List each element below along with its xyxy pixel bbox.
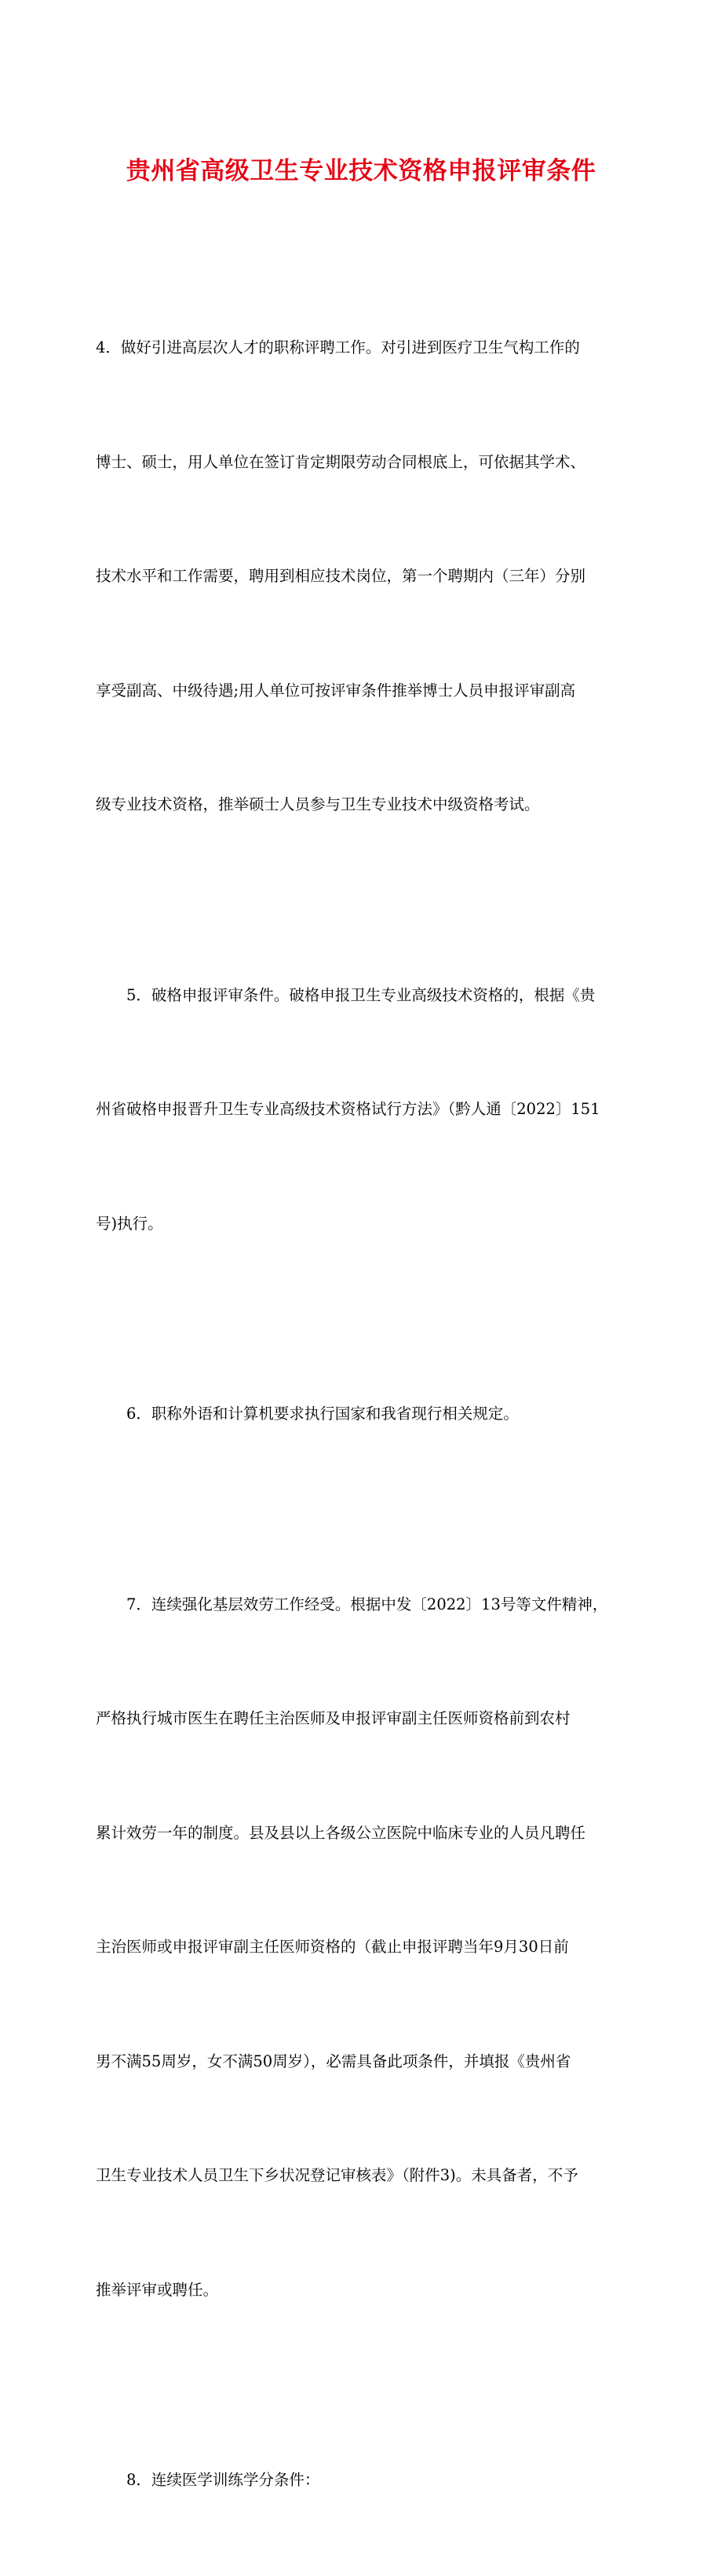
paragraph-line: 男不满55周岁，女不满50周岁），必需具备此项条件，并填报《贵州省 [96, 2052, 571, 2070]
paragraph-item-4 [96, 253, 629, 901]
paragraph-line: 推举评审或聘任。 [96, 2280, 219, 2299]
paragraph-line: 7．连续强化基层效劳工作经受。根据中发〔2022〕13号等文件精神， [126, 1595, 608, 1613]
document-title: 贵州省高级卫生专业技术资格申报评审条件 [126, 157, 596, 185]
paragraph-line: 主治医师或申报评审副主任医师资格的（截止申报评聘当年9月30日前 [96, 1938, 569, 1956]
paragraph-line: 累计效劳一年的制度。县及县以上各级公立医院中临床专业的人员凡聘任 [96, 1823, 586, 1842]
paragraph-line: 享受副高、中级待遇;用人单位可按评审条件推举博士人员申报评审副高 [96, 681, 576, 700]
paragraph-item-6 [96, 1319, 629, 1510]
paragraph-line: 博士、硕士，用人单位在签订肯定期限劳动合同根底上，可依据其学术、 [96, 452, 586, 471]
paragraph-line: 4．做好引进高层次人才的职称评聘工作。对引进到医疗卫生气构工作的 [96, 338, 580, 356]
paragraph-line: 6．职称外语和计算机要求执行国家和我省现行相关规定。 [126, 1405, 519, 1423]
paragraph-item-8 [96, 2385, 629, 2576]
document-body [96, 253, 629, 2576]
paragraph-item-5 [96, 901, 629, 1320]
paragraph-line: 严格执行城市医生在聘任主治医师及申报评审副主任医师资格前到农村 [96, 1709, 571, 1727]
paragraph-line: 卫生专业技术人员卫生下乡状况登记审核表》（附件3)。未具备者，不予 [96, 2166, 578, 2184]
paragraph-line: 5．破格申报评审条件。破格申报卫生专业高级技术资格的，根据《贵 [126, 985, 596, 1004]
paragraph-line: 技术水平和工作需要，聘用到相应技术岗位，第一个聘期内（三年）分别 [96, 567, 586, 585]
paragraph-line: 号)执行。 [96, 1214, 163, 1233]
paragraph-item-7 [96, 1510, 629, 2386]
paragraph-line: 8．连续医学训练学分条件： [126, 2471, 320, 2489]
paragraph-line: 州省破格申报晋升卫生专业高级技术资格试行方法》（黔人通〔2022〕151 [96, 1100, 600, 1118]
paragraph-line: 级专业技术资格，推举硕士人员参与卫生专业技术中级资格考试。 [96, 795, 540, 813]
